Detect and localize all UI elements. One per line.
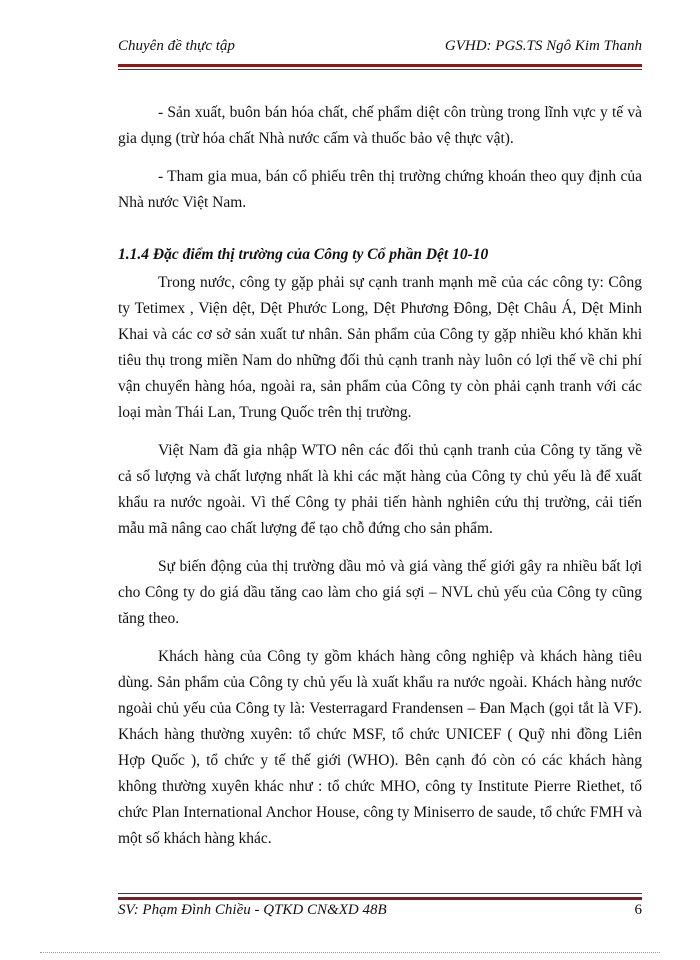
paragraph-wto: Việt Nam đã gia nhập WTO nên các đối thủ cạnh tranh của Công ty tăng về cả số lượng và chất lượng nhất là khi các mặt hàng của Công ty chủ yếu là để xuất khẩu ra nước ngoài. Vì thế Công ty phải tiến hành nghiên cứu thị trường, cải tiến mẫu mã nâng cao chất lượng để tạo chỗ đứng cho sản phẩm. xyxy=(118,442,642,537)
header-advisor: GVHD: PGS.TS Ngô Kim Thanh xyxy=(444,38,642,54)
paragraph-customers: Khách hàng của Công ty gồm khách hàng công nghiệp và khách hàng tiêu dùng. Sản phẩm của Công ty chủ yếu là xuất khẩu ra nước ngoài. Khách hàng nước ngoài chủ yếu của Công ty là: Vesterragard Frandensen – Đan Mạch (gọi tắt là VF). Khách hàng thường xuyên: tổ chức MSF, tổ chức UNICEF ( Quỹ nhi đồng Liên Hợp Quốc ), tổ chức y tế thế giới (WHO). Bên cạnh đó còn có các khách hàng không thường xuyên khác như : tổ chức MHO, công ty Institute Pierre Riethet, tổ chức Plan International Anchor House, công ty Miniserro de saude, tổ chức FMH và một số khách hàng khác. xyxy=(118,648,642,847)
paragraph-chemicals: - Sản xuất, buôn bán hóa chất, chế phẩm diệt côn trùng trong lĩnh vực y tế và gia dụng (trừ hóa chất Nhà nước cấm và thuốc bảo vệ thực vật). xyxy=(118,104,642,147)
page-header xyxy=(118,38,642,62)
header-rule-thick xyxy=(118,64,642,67)
footer-rule-thick xyxy=(118,897,642,900)
section-heading: 1.1.4 Đặc điểm thị trường của Công ty Cổ phần Dệt 10-10 xyxy=(118,246,489,263)
header-rule-thin xyxy=(118,69,642,70)
page-bottom-divider xyxy=(40,952,660,953)
page-number: 6 xyxy=(634,902,642,918)
footer-student: SV: Phạm Đình Chiều - QTKD CN&XD 48B xyxy=(118,902,387,918)
document-body xyxy=(118,100,642,864)
page-footer xyxy=(118,902,642,926)
paragraph-stock-trading: - Tham gia mua, bán cổ phiếu trên thị trường chứng khoán theo quy định của Nhà nước Việt Nam. xyxy=(118,168,642,211)
paragraph-domestic-competition: Trong nước, công ty gặp phải sự cạnh tranh mạnh mẽ của các công ty: Công ty Tetimex , Viện dệt, Dệt Phước Long, Dệt Phương Đông, Dệt Châu Á, Dệt Minh Khai và các cơ sở sản xuất tư nhân. Sản phẩm của Công ty gặp nhiều khó khăn khi tiêu thụ trong miền Nam do những đối thủ cạnh tranh này luôn có lợi thế về chi phí vận chuyển hàng hóa, ngoài ra, sản phẩm của Công ty còn phải cạnh tranh với các loại màn Thái Lan, Trung Quốc trên thị trường. xyxy=(118,274,642,421)
paragraph-oil-gold: Sự biến động của thị trường dầu mỏ và giá vàng thế giới gây ra nhiều bất lợi cho Công ty do giá dầu tăng cao làm cho giá sợi – NVL chủ yếu của Công ty cũng tăng theo. xyxy=(118,558,642,627)
footer-rule-thin xyxy=(118,893,642,894)
header-document-title: Chuyên đề thực tập xyxy=(118,38,235,54)
